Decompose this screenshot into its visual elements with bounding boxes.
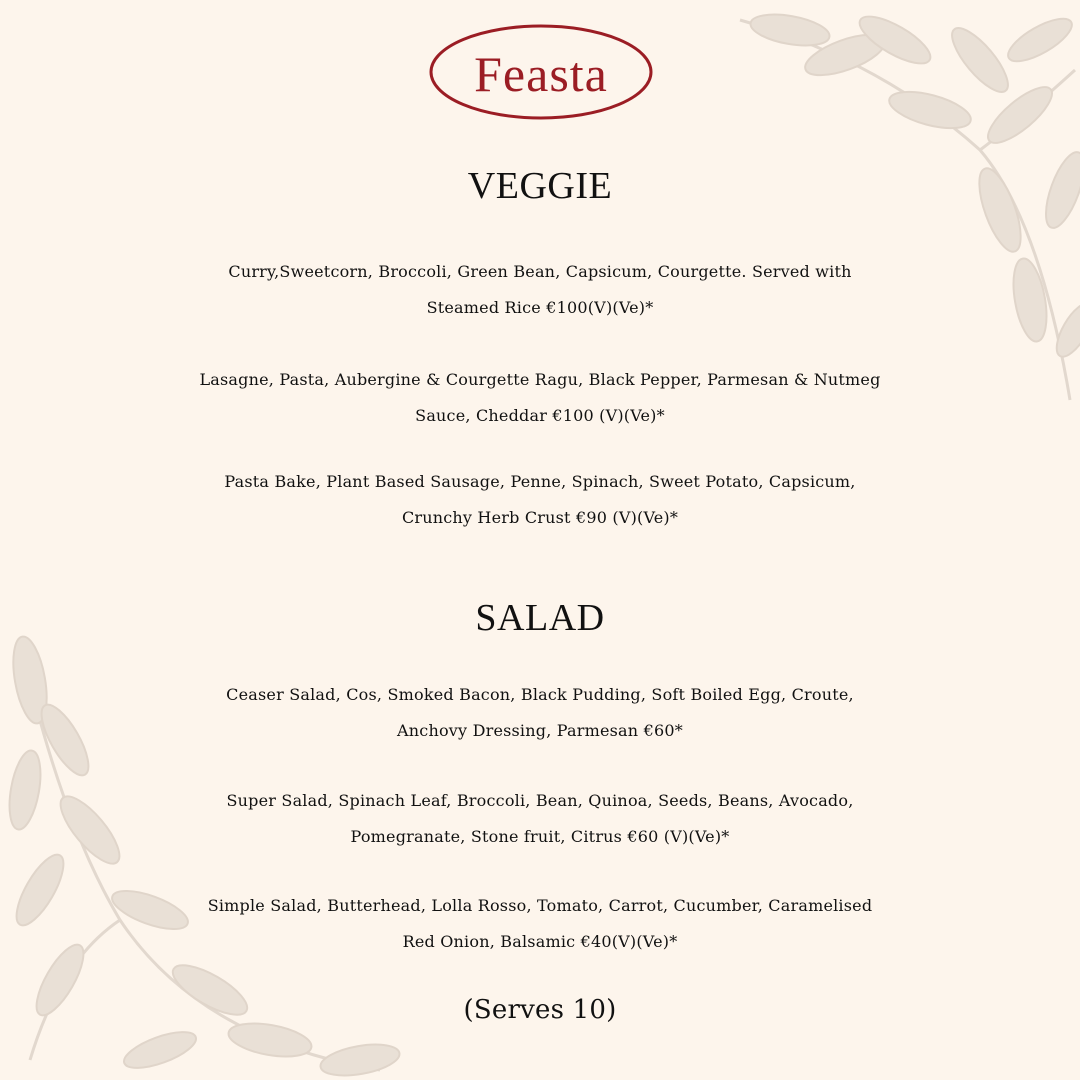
- menu-item-simple-salad: Simple Salad, Butterhead, Lolla Rosso, Tomato, Carrot, Cucumber, Caramelised Red Onion, Balsamic €40(V)(Ve)*: [207, 896, 873, 951]
- menu-item-super-salad: Super Salad, Spinach Leaf, Broccoli, Bean, Quinoa, Seeds, Beans, Avocado, Pomegranate, Stone fruit, Citrus €60 (V)(Ve)*: [226, 791, 854, 846]
- menu-item-ceaser-salad: Ceaser Salad, Cos, Smoked Bacon, Black Pudding, Soft Boiled Egg, Croute, Anchovy Dressing, Parmesan €60*: [226, 685, 854, 740]
- section-title-salad: SALAD: [475, 597, 605, 639]
- menu-item-pasta-bake: Pasta Bake, Plant Based Sausage, Penne, Spinach, Sweet Potato, Capsicum, Crunchy Herb Crust €90 (V)(Ve)*: [224, 472, 856, 527]
- feasta-logo: [428, 22, 654, 122]
- menu-item-curry: Curry,Sweetcorn, Broccoli, Green Bean, Capsicum, Courgette. Served with Steamed Rice €100(V)(Ve)*: [228, 262, 852, 317]
- section-title-veggie: VEGGIE: [467, 165, 613, 207]
- logo-wordmark: Feasta: [474, 46, 608, 102]
- leaf-branch-decoration-top-right: [680, 0, 1080, 420]
- menu-item-lasagne: Lasagne, Pasta, Aubergine & Courgette Ragu, Black Pepper, Parmesan & Nutmeg Sauce, Cheddar €100 (V)(Ve)*: [199, 370, 881, 425]
- serves-note: (Serves 10): [463, 995, 617, 1025]
